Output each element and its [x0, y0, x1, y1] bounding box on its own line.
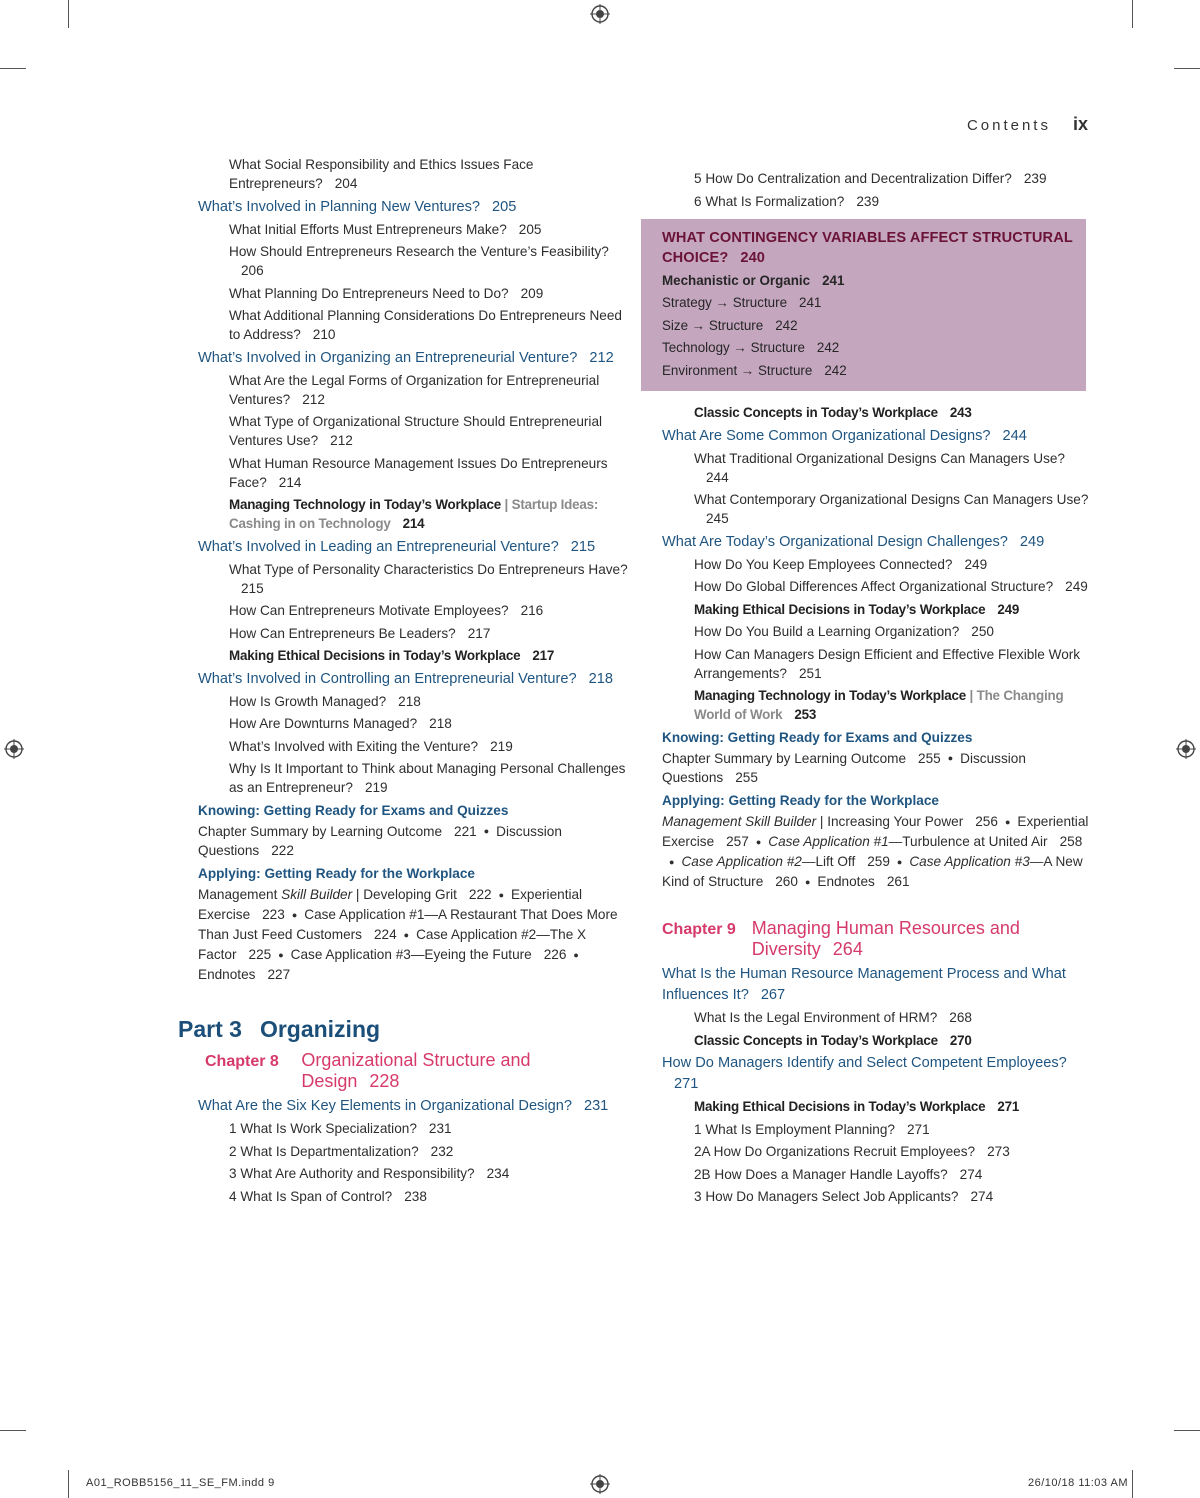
- toc-subentry[interactable]: [178, 692, 628, 711]
- page-ref: 241: [799, 295, 822, 310]
- toc-subentry[interactable]: [662, 622, 1090, 641]
- page-ref: 239: [1023, 171, 1047, 186]
- page-ref: 242: [816, 340, 840, 355]
- toc-subentry[interactable]: [662, 169, 1090, 188]
- toc-subentry[interactable]: [178, 759, 628, 797]
- entry-text: 2A How Do Organizations Recruit Employees?: [694, 1144, 976, 1160]
- toc-subentry[interactable]: [178, 1164, 628, 1183]
- page-ref: 224: [373, 927, 397, 943]
- page-ref: 260: [775, 874, 798, 890]
- page-ref: 210: [312, 327, 336, 342]
- entry-text: What Planning Do Entrepreneurs Need to Do?: [229, 285, 509, 301]
- item-text: Case Application #3—Eyeing the Future: [290, 947, 532, 963]
- page-ref: 215: [570, 538, 596, 555]
- toc-run-in-item[interactable]: [681, 854, 889, 869]
- feature-topic: The Changing World of Work: [694, 688, 1064, 722]
- page-ref: 214: [402, 516, 425, 531]
- chapter-title-block: [301, 1050, 628, 1092]
- entry-text: 1 What Is Work Specialization?: [229, 1121, 417, 1137]
- entry-text: 4 What Is Span of Control?: [229, 1188, 393, 1204]
- page-ref: 249: [997, 601, 1020, 617]
- toc-run-in-list: [662, 749, 1090, 788]
- page-ref: 268: [949, 1010, 972, 1026]
- feature-separator: |: [501, 497, 512, 512]
- toc-subentry[interactable]: [662, 490, 1090, 528]
- bullet-icon: ●: [278, 950, 284, 961]
- entry-text: How Do You Build a Learning Organization?: [694, 624, 960, 639]
- entry-text: Size → Structure: [662, 317, 764, 333]
- page-ref: 226: [543, 947, 567, 963]
- entry-text: What’s Involved in Controlling an Entrepreneurial Venture?: [198, 670, 577, 687]
- page-ref: 251: [798, 665, 822, 681]
- page-ref: 217: [467, 625, 491, 641]
- toc-section[interactable]: [178, 537, 628, 558]
- entry-text: What’s Involved with Exiting the Venture?: [229, 738, 479, 754]
- bullet-icon: ●: [573, 950, 579, 961]
- page-ref: 209: [520, 285, 544, 301]
- page-ref: 243: [949, 405, 972, 420]
- item-text: Endnotes: [198, 967, 256, 983]
- feature-name: Classic Concepts in Today’s Workplace: [694, 1032, 938, 1048]
- toc-subentry[interactable]: [662, 449, 1090, 487]
- page-ref: 218: [398, 693, 421, 709]
- item-text: Turbulence at United Air: [902, 834, 1048, 850]
- highlight-box: [641, 219, 1086, 392]
- feature-separator: |: [966, 688, 977, 703]
- bullet-icon: ●: [498, 890, 505, 901]
- toc-run-in-item[interactable]: [817, 874, 909, 889]
- toc-subentry[interactable]: [662, 192, 1090, 211]
- entry-text: Mechanistic or Organic: [662, 272, 811, 288]
- toc-section[interactable]: [178, 669, 628, 690]
- feature-name: Making Ethical Decisions in Today’s Workplace: [229, 648, 521, 663]
- page-ref: 264: [832, 939, 863, 960]
- page-ref: 204: [334, 176, 358, 191]
- feature-name: Managing Technology in Today’s Workplace: [694, 688, 966, 703]
- page-ref: 212: [330, 433, 353, 448]
- page-ref: 274: [959, 1166, 983, 1182]
- page-ref: 218: [588, 670, 613, 687]
- bullet-icon: ●: [403, 930, 410, 941]
- entry-text: 5 How Do Centralization and Decentralization Differ?: [694, 171, 1012, 186]
- running-header-title: Contents: [966, 117, 1051, 134]
- entry-text: How Are Downturns Managed?: [229, 716, 418, 731]
- item-italic: Case Application #1—: [768, 834, 903, 850]
- toc-run-in-item[interactable]: [662, 814, 998, 829]
- toc-section[interactable]: [662, 1053, 1090, 1095]
- page-ref: 212: [589, 349, 614, 366]
- toc-feature[interactable]: [178, 646, 628, 665]
- toc-feature[interactable]: [662, 1031, 1090, 1050]
- page-ref: 216: [520, 603, 544, 618]
- entry-text: Why Is It Important to Think about Managing Personal Challenges as an Entrepreneur?: [229, 761, 626, 795]
- page-ref: 270: [949, 1032, 972, 1048]
- print-slug-file: A01_ROBB5156_11_SE_FM.indd 9: [86, 1477, 275, 1489]
- toc-feature[interactable]: [662, 600, 1090, 619]
- entry-text: How Can Entrepreneurs Be Leaders?: [229, 625, 456, 641]
- entry-text: What Additional Planning Considerations Do Entrepreneurs Need to Address?: [229, 308, 622, 342]
- item-text: Experiential Exercise: [198, 887, 583, 923]
- toc-run-in-item[interactable]: [198, 887, 492, 902]
- page-ref: 273: [987, 1144, 1010, 1160]
- page-ref: 249: [964, 556, 988, 572]
- toc-subentry[interactable]: [178, 601, 628, 620]
- page-ref: 227: [267, 967, 291, 983]
- page-ref: 205: [492, 198, 517, 215]
- toc-subentry[interactable]: [662, 1142, 1090, 1161]
- item-italic: Case Application #3—: [909, 854, 1044, 870]
- entry-text: 3 How Do Managers Select Job Applicants?: [694, 1189, 959, 1205]
- toc-feature[interactable]: [662, 686, 1090, 724]
- crop-mark: [1132, 0, 1133, 28]
- toc-subentry[interactable]: [662, 1165, 1090, 1184]
- entry-text: 1 What Is Employment Planning?: [694, 1121, 895, 1137]
- toc-subentry[interactable]: [662, 555, 1090, 574]
- toc-run-in-item[interactable]: [291, 947, 567, 962]
- toc-subentry[interactable]: [178, 412, 628, 450]
- toc-section[interactable]: [662, 426, 1090, 447]
- item-text: | Developing Grit: [352, 887, 457, 903]
- crop-mark: [68, 0, 69, 28]
- registration-mark-icon: [1176, 739, 1196, 759]
- toc-subentry[interactable]: [662, 1008, 1090, 1027]
- feature-name: Making Ethical Decisions in Today’s Workplace: [694, 601, 986, 617]
- item-text: | Increasing Your Power: [816, 814, 964, 830]
- item-italic: Case Application #2—: [681, 854, 816, 870]
- box-entry[interactable]: [662, 293, 1086, 312]
- page-ref: 255: [735, 770, 758, 786]
- page-ref: 250: [971, 624, 994, 639]
- page-ref: 242: [775, 317, 798, 333]
- page-ref: 271: [907, 1121, 930, 1137]
- bullet-icon: ●: [804, 877, 811, 888]
- page-ref: 245: [706, 511, 729, 526]
- toc-run-in-list: [662, 812, 1090, 892]
- toc-run-in-list: [178, 822, 628, 861]
- page-ref: 259: [867, 854, 890, 870]
- toc-feature[interactable]: [662, 403, 1090, 422]
- toc-category-heading: Knowing: Getting Ready for Exams and Quizzes: [198, 802, 509, 818]
- entry-text: What Social Responsibility and Ethics Issues Face Entrepreneurs?: [229, 157, 534, 191]
- page-ref: 244: [1002, 427, 1027, 444]
- toc-subentry[interactable]: [178, 624, 628, 643]
- chapter-title-block: [752, 918, 1090, 960]
- bullet-icon: ●: [291, 910, 298, 921]
- item-text: Discussion Questions: [662, 750, 1026, 786]
- page-ref: 261: [886, 874, 910, 890]
- toc-subentry[interactable]: [178, 371, 628, 409]
- chapter-label: Chapter 8: [205, 1053, 279, 1071]
- entry-text: How Should Entrepreneurs Research the Venture’s Feasibility?: [229, 244, 609, 259]
- toc-right-column: [662, 169, 1090, 1210]
- bullet-icon: ●: [669, 857, 675, 868]
- entry-text: 2B How Does a Manager Handle Layoffs?: [694, 1166, 948, 1182]
- entry-text: 2 What Is Departmentalization?: [229, 1143, 419, 1159]
- toc-subentry[interactable]: [178, 714, 628, 733]
- page-ref: 231: [428, 1121, 452, 1137]
- feature-name: Making Ethical Decisions in Today’s Workplace: [694, 1099, 986, 1115]
- box-entry[interactable]: [662, 361, 1086, 380]
- bullet-icon: ●: [896, 857, 903, 868]
- toc-subentry[interactable]: [178, 284, 628, 303]
- page-ref: 239: [856, 193, 880, 209]
- item-text: Lift Off: [815, 854, 856, 870]
- box-heading[interactable]: [662, 228, 1086, 268]
- page-ref: 206: [241, 263, 264, 278]
- entry-text: What’s Involved in Leading an Entrepreneurial Venture?: [198, 538, 559, 555]
- entry-text: What Is the Human Resource Management Process and What Influences It?: [662, 966, 1066, 1004]
- toc-feature[interactable]: [662, 1097, 1090, 1116]
- page-ref: 214: [278, 474, 302, 490]
- toc-subentry[interactable]: [178, 1119, 628, 1138]
- page-ref: 238: [404, 1188, 427, 1204]
- crop-mark: [68, 1470, 69, 1498]
- print-slug-date: 26/10/18 11:03 AM: [1027, 1477, 1128, 1489]
- chapter-heading[interactable]: [662, 918, 1090, 960]
- item-text: Case Application #2—The X Factor: [198, 927, 587, 963]
- entry-text: What Is the Legal Environment of HRM?: [694, 1010, 938, 1026]
- toc-subentry[interactable]: [662, 1120, 1090, 1139]
- toc-category-heading: Applying: Getting Ready for the Workplace: [662, 793, 939, 809]
- feature-name: Classic Concepts in Today’s Workplace: [694, 405, 938, 420]
- box-entry[interactable]: [662, 316, 1086, 335]
- toc-run-in-item[interactable]: [768, 834, 1082, 849]
- entry-text: What’s Involved in Planning New Ventures?: [198, 198, 481, 215]
- toc-section[interactable]: [178, 1096, 628, 1117]
- page-ref: 240: [740, 249, 766, 266]
- entry-text: What Are Today’s Organizational Design Challenges?: [662, 533, 1008, 550]
- page-ref: 219: [364, 780, 388, 795]
- toc-feature[interactable]: [178, 495, 628, 533]
- page-ref: 267: [760, 987, 786, 1004]
- page-ref: 253: [794, 707, 817, 722]
- toc-subentry[interactable]: [178, 155, 628, 193]
- toc-subentry[interactable]: [178, 1187, 628, 1206]
- toc-left-column: [178, 155, 628, 1209]
- toc-subentry[interactable]: [178, 306, 628, 344]
- box-entry[interactable]: [662, 338, 1086, 357]
- page-ref: 242: [824, 362, 847, 378]
- entry-text: How Do Global Differences Affect Organizational Structure?: [694, 579, 1054, 594]
- chapter-title: Organizational Structure and Design: [301, 1050, 531, 1092]
- toc-category-heading: Knowing: Getting Ready for Exams and Quizzes: [662, 729, 973, 745]
- registration-mark-icon: [590, 1474, 610, 1494]
- page-ref: 274: [970, 1189, 994, 1205]
- crop-mark: [1132, 1470, 1133, 1498]
- entry-text: What Traditional Organizational Designs Can Managers Use?: [694, 450, 1065, 466]
- toc-subentry[interactable]: [662, 577, 1090, 596]
- toc-subentry[interactable]: [178, 242, 628, 280]
- entry-text: What Initial Efforts Must Entrepreneurs Make?: [229, 221, 507, 237]
- page-ref: 249: [1019, 533, 1045, 550]
- registration-mark-icon: [590, 4, 610, 24]
- entry-text: What Are the Six Key Elements in Organizational Design?: [198, 1098, 572, 1115]
- crop-mark: [0, 68, 26, 69]
- toc-subentry[interactable]: [178, 560, 628, 598]
- chapter-title: Managing Human Resources and Diversity: [751, 918, 1020, 960]
- entry-text: How Can Entrepreneurs Motivate Employees?: [229, 603, 509, 618]
- page-ref: 241: [822, 272, 845, 288]
- item-prefix: Management: [198, 887, 282, 903]
- page-ref: 232: [430, 1143, 454, 1159]
- part-label: Part 3: [178, 1016, 242, 1043]
- box-entry[interactable]: [662, 271, 1086, 290]
- item-text: Endnotes: [817, 874, 875, 890]
- bullet-icon: ●: [1004, 817, 1011, 828]
- page-ref: 212: [302, 391, 325, 407]
- feature-topic: Startup Ideas: Cashing in on Technology: [229, 497, 599, 531]
- toc-subentry[interactable]: [178, 1142, 628, 1161]
- page-ref: 231: [583, 1098, 609, 1115]
- page-ref: 217: [532, 648, 555, 663]
- toc-category-heading: Applying: Getting Ready for the Workplace: [198, 866, 475, 882]
- running-header: [967, 114, 1088, 135]
- page-ref: 258: [1059, 834, 1083, 850]
- toc-subentry[interactable]: [178, 737, 628, 756]
- item-text: A New Kind of Structure: [662, 854, 1083, 890]
- entry-text: 6 What Is Formalization?: [694, 193, 845, 209]
- page-ref: 271: [674, 1076, 699, 1093]
- entry-text: What Type of Personality Characteristics Do Entrepreneurs Have?: [229, 561, 628, 577]
- bullet-icon: ●: [483, 826, 490, 837]
- page-ref: 256: [975, 814, 998, 830]
- page-ref: 234: [486, 1166, 510, 1182]
- entry-text: 3 What Are Authority and Responsibility?: [229, 1166, 475, 1182]
- entry-text: What Are the Legal Forms of Organization for Entrepreneurial Ventures?: [229, 372, 600, 407]
- part-title: Organizing: [259, 1016, 381, 1043]
- entry-text: What Human Resource Management Issues Do Entrepreneurs Face?: [229, 455, 608, 490]
- entry-text: Technology → Structure: [662, 340, 805, 355]
- crop-mark: [1174, 68, 1200, 69]
- toc-run-in-item[interactable]: [198, 824, 477, 839]
- item-text: Discussion Questions: [198, 823, 562, 859]
- entry-text: How Do You Keep Employees Connected?: [694, 556, 953, 572]
- page-ref: 215: [241, 580, 264, 596]
- entry-text: What’s Involved in Organizing an Entrepreneurial Venture?: [198, 349, 578, 366]
- chapter-heading[interactable]: [178, 1050, 628, 1092]
- toc-section[interactable]: [178, 348, 628, 369]
- toc-run-in-list: [178, 885, 628, 984]
- entry-text: What Type of Organizational Structure Should Entrepreneurial Ventures Use?: [229, 414, 603, 448]
- page-ref: 244: [706, 469, 729, 485]
- toc-run-in-item[interactable]: [662, 751, 941, 766]
- entry-text: How Do Managers Identify and Select Competent Employees?: [662, 1055, 1067, 1072]
- item-text: Case Application #1—A Restaurant That Does More Than Just Feed Customers: [198, 907, 618, 943]
- bullet-icon: ●: [755, 837, 762, 848]
- page-number: ix: [1072, 114, 1088, 134]
- toc-subentry[interactable]: [662, 645, 1090, 683]
- page-ref: 219: [490, 738, 513, 754]
- toc-subentry[interactable]: [662, 1187, 1090, 1206]
- toc-subentry[interactable]: [178, 220, 628, 239]
- part-heading[interactable]: [178, 1014, 628, 1044]
- registration-mark-icon: [4, 739, 24, 759]
- page-ref: 228: [369, 1071, 400, 1092]
- item-text: Experiential Exercise: [662, 814, 1089, 850]
- toc-section[interactable]: [662, 532, 1090, 553]
- toc-subentry[interactable]: [178, 454, 628, 492]
- box-heading-text: WHAT CONTINGENCY VARIABLES AFFECT STRUCTURAL CHOICE?: [662, 229, 1073, 266]
- bullet-icon: ●: [947, 753, 954, 764]
- page-ref: 255: [918, 750, 941, 766]
- page-ref: 222: [468, 887, 492, 903]
- entry-text: What Are Some Common Organizational Designs?: [662, 427, 991, 444]
- entry-text: Environment → Structure: [662, 362, 813, 378]
- page-ref: 257: [726, 834, 749, 850]
- page-ref: 221: [454, 823, 477, 839]
- item-italic: Management Skill Builder: [662, 814, 817, 830]
- crop-mark: [0, 1430, 26, 1431]
- page-ref: 218: [429, 716, 452, 731]
- item-text: Chapter Summary by Learning Outcome: [662, 750, 907, 766]
- item-italic: Skill Builder: [281, 887, 353, 903]
- page-ref: 249: [1065, 579, 1088, 594]
- toc-section[interactable]: [178, 197, 628, 218]
- feature-name: Managing Technology in Today’s Workplace: [229, 497, 501, 512]
- page-ref: 223: [262, 907, 285, 923]
- entry-text: What Contemporary Organizational Designs Can Managers Use?: [694, 492, 1089, 507]
- toc-run-in-item[interactable]: [198, 967, 290, 982]
- page-ref: 222: [271, 843, 294, 859]
- entry-text: How Is Growth Managed?: [229, 693, 387, 709]
- entry-text: Strategy → Structure: [662, 295, 788, 310]
- item-text: Chapter Summary by Learning Outcome: [198, 823, 443, 839]
- page-ref: 205: [518, 221, 542, 237]
- page-ref: 271: [997, 1099, 1020, 1115]
- toc-section[interactable]: [662, 964, 1090, 1006]
- chapter-label: Chapter 9: [662, 921, 736, 939]
- crop-mark: [1174, 1430, 1200, 1431]
- page-ref: 225: [248, 947, 272, 963]
- entry-text: How Can Managers Design Efficient and Effective Flexible Work Arrangements?: [694, 646, 1081, 681]
